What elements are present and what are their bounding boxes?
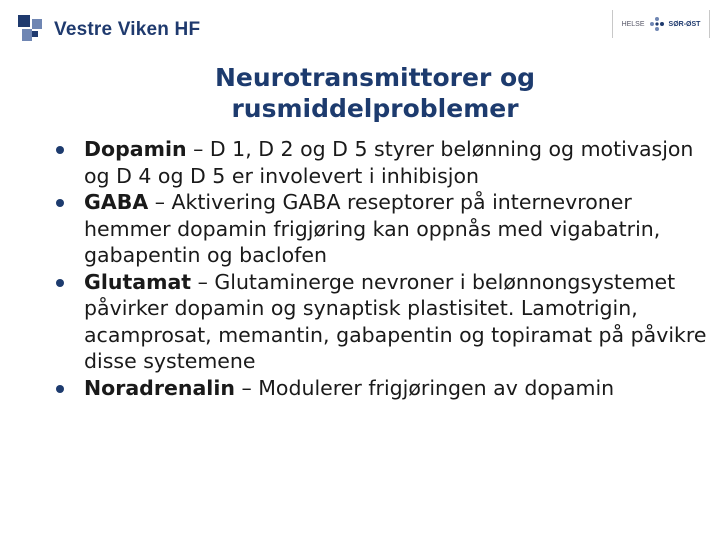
bullet-text: – D 1, D 2 og D 5 styrer belønning og motivasjon og D 4 og D 5 er involevert i inhibisjon xyxy=(84,137,694,188)
bullet-dot-icon xyxy=(56,279,64,287)
vestre-viken-logo xyxy=(18,12,200,48)
bullet-term: Glutamat xyxy=(84,269,192,294)
title-line-1: Neurotransmittorer og xyxy=(214,63,536,92)
logo-text: Vestre Viken HF xyxy=(54,19,201,40)
bullet-item-glutamat xyxy=(54,269,714,375)
bullet-dot-icon xyxy=(56,146,64,154)
bullet-term: Dopamin xyxy=(84,137,187,161)
bullet-text: – Aktivering GABA reseptorer på internevroner hemmer dopamin frigjøring kan oppnås med vigabatrin, gabapentin og baclofen xyxy=(84,190,661,267)
dots-logo-icon xyxy=(649,16,665,32)
title-line-2: rusmiddelproblemer xyxy=(231,94,519,123)
bullet-dot-icon xyxy=(56,385,64,393)
bullet-text: – Glutaminerge nevroner i belønnongsystemet påvirker dopamin og synaptisk plastisitet. Lamotrigin, acamprosat, memantin, gabapentin og topiramat på påvikre disse systemene xyxy=(84,269,707,373)
slide-title xyxy=(160,62,590,124)
bullet-item-gaba xyxy=(54,189,714,269)
bullet-item-dopamin xyxy=(54,136,714,189)
cross-logo-icon xyxy=(18,15,46,45)
bullet-dot-icon xyxy=(56,199,64,207)
helse-text: HELSE xyxy=(621,20,645,28)
helse-sor-ost-logo xyxy=(612,10,710,38)
bullet-text: – Modulerer frigjøringen av dopamin xyxy=(234,375,615,400)
bullet-list xyxy=(54,136,714,401)
bullet-item-noradrenalin xyxy=(54,375,714,402)
sor-ost-text: SØR-ØST xyxy=(668,20,701,28)
bullet-term: GABA xyxy=(84,190,149,214)
bullet-term: Noradrenalin xyxy=(84,375,235,400)
